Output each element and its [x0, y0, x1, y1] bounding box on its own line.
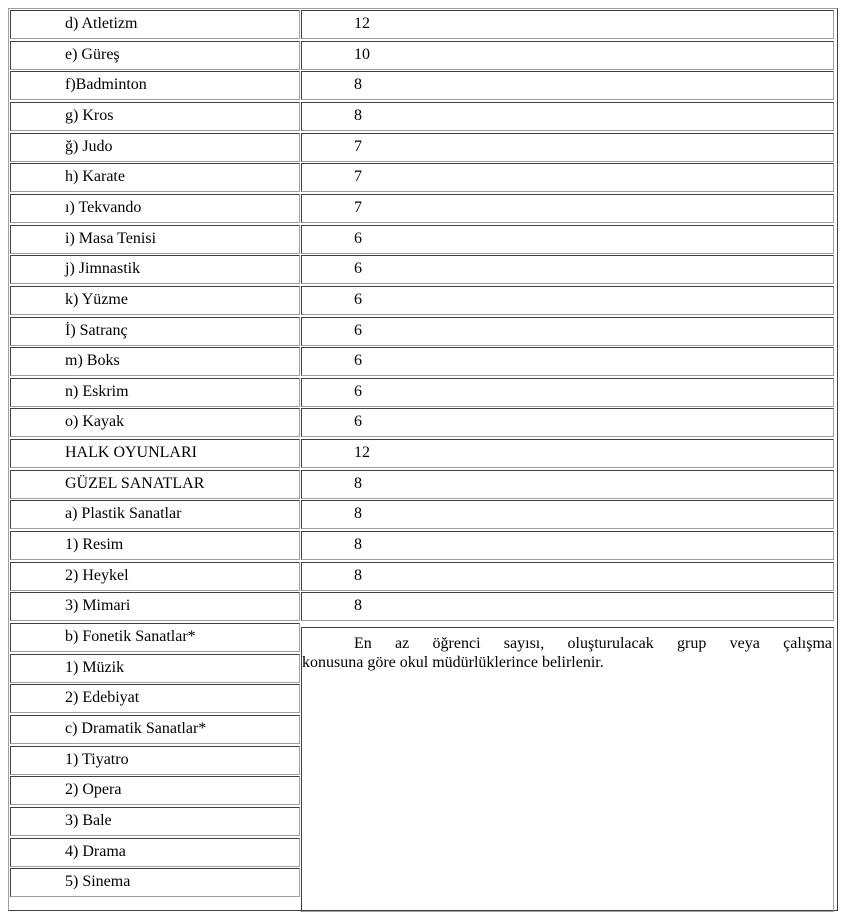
activity-name-cell: GÜZEL SANATLAR	[10, 470, 300, 499]
min-student-count-cell: 6	[301, 286, 834, 315]
min-student-count-cell: 6	[301, 408, 834, 437]
activity-name-cell: ı) Tekvando	[10, 194, 300, 223]
activity-name-cell: HALK OYUNLARI	[10, 439, 300, 468]
min-student-count-cell: 8	[301, 71, 834, 100]
activity-name-cell: 5) Sinema	[10, 868, 300, 897]
note-line-2: konusuna göre okul müdürlüklerince belirlenir.	[302, 654, 604, 671]
activity-name-cell: ğ) Judo	[10, 133, 300, 162]
activity-name-cell: e) Güreş	[10, 41, 300, 70]
activity-name-cell: 3) Bale	[10, 807, 300, 836]
activity-name-cell: i) Masa Tenisi	[10, 225, 300, 254]
min-student-count-cell: 8	[301, 562, 834, 591]
min-student-count-cell: 8	[301, 470, 834, 499]
min-student-count-cell: 8	[301, 592, 834, 621]
activity-name-cell: 2) Opera	[10, 776, 300, 805]
min-student-count-cell: 12	[301, 439, 834, 468]
activity-name-cell: d) Atletizm	[10, 10, 300, 39]
activity-name-cell: g) Kros	[10, 102, 300, 131]
activity-name-cell: 2) Heykel	[10, 562, 300, 591]
activity-name-cell: a) Plastik Sanatlar	[10, 500, 300, 529]
activity-name-cell: c) Dramatik Sanatlar*	[10, 715, 300, 744]
activity-name-cell: 1) Tiyatro	[10, 746, 300, 775]
note-line-1: En az öğrenci sayısı, oluşturulacak grup veya çalışma	[354, 635, 832, 652]
min-student-count-cell: 6	[301, 317, 834, 346]
min-student-count-cell: 8	[301, 500, 834, 529]
min-student-count-cell: 7	[301, 194, 834, 223]
activity-name-cell: b) Fonetik Sanatlar*	[10, 623, 300, 652]
activity-name-cell: 2) Edebiyat	[10, 684, 300, 713]
activity-name-cell: h) Karate	[10, 163, 300, 192]
activity-name-cell: 1) Resim	[10, 531, 300, 560]
min-student-count-cell: 7	[301, 133, 834, 162]
min-student-count-cell: 6	[301, 255, 834, 284]
min-student-count-cell: 6	[301, 378, 834, 407]
activity-name-cell: f)Badminton	[10, 71, 300, 100]
activity-name-cell: j) Jimnastik	[10, 255, 300, 284]
activity-name-cell: 1) Müzik	[10, 654, 300, 683]
activity-name-cell: 3) Mimari	[10, 592, 300, 621]
min-student-count-cell: 12	[301, 10, 834, 39]
min-student-count-cell: 7	[301, 163, 834, 192]
min-student-count-cell: 8	[301, 531, 834, 560]
min-student-count-cell: 8	[301, 102, 834, 131]
min-student-count-cell: 6	[301, 347, 834, 376]
activity-name-cell: m) Boks	[10, 347, 300, 376]
min-students-note	[301, 627, 834, 912]
min-student-count-cell: 6	[301, 225, 834, 254]
activity-name-cell: İ) Satranç	[10, 317, 300, 346]
activity-name-cell: k) Yüzme	[10, 286, 300, 315]
min-student-count-cell: 10	[301, 41, 834, 70]
activity-name-cell: o) Kayak	[10, 408, 300, 437]
activity-name-cell: n) Eskrim	[10, 378, 300, 407]
activity-name-cell: 4) Drama	[10, 838, 300, 867]
